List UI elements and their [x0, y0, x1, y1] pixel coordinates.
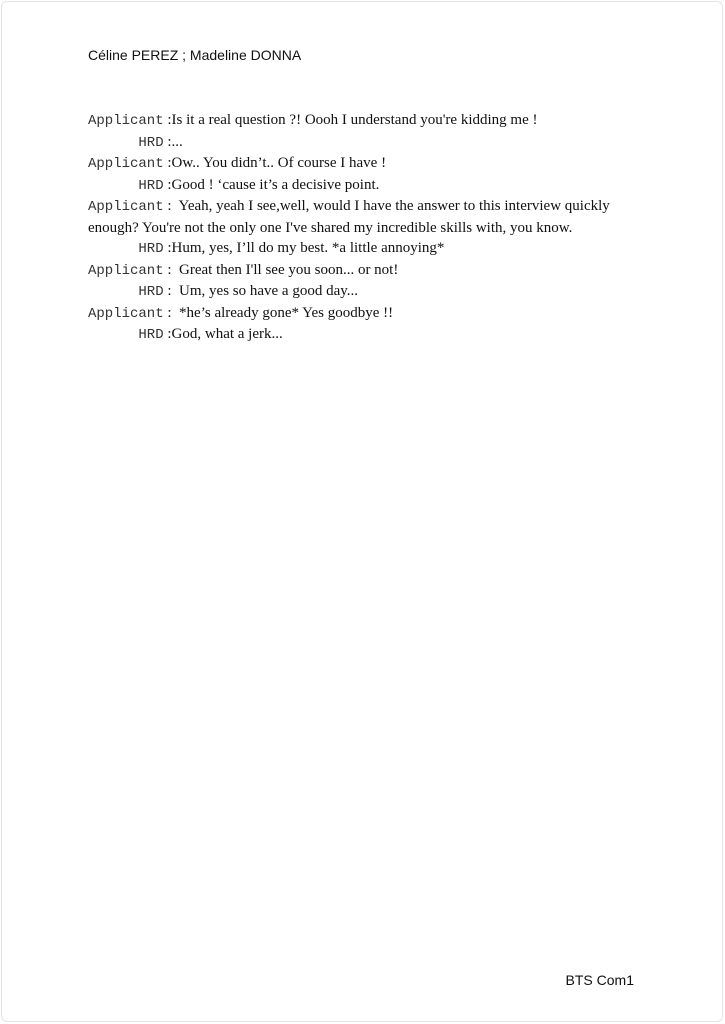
- speaker-label: Applicant: [88, 305, 164, 322]
- speaker-label: HRD: [138, 134, 164, 151]
- dialogue-line: [88, 175, 618, 197]
- course-footer: BTS Com1: [565, 972, 634, 988]
- speaker-separator: :: [163, 261, 180, 278]
- speaker-label: HRD: [138, 284, 164, 300]
- speaker-label: Applicant: [88, 199, 164, 215]
- document-page: [1, 1, 723, 1022]
- speaker-label: Applicant: [88, 156, 164, 172]
- dialogue-text: Great then I'll see you soon... or not!: [179, 261, 399, 278]
- speaker-separator: :: [163, 133, 172, 150]
- dialogue-line: [88, 153, 618, 175]
- dialogue-text: Hum, yes, I’ll do my best. *a little annoying*: [171, 240, 445, 256]
- dialogue-line: [88, 303, 618, 325]
- speaker-separator: :: [163, 176, 172, 193]
- speaker-label: HRD: [138, 177, 164, 194]
- speaker-separator: :: [163, 304, 180, 321]
- dialogue-text: Is it a real question ?! Oooh I understand you're kidding me !: [171, 112, 538, 128]
- speaker-separator: :: [163, 283, 180, 299]
- speaker-separator: :: [163, 112, 172, 128]
- speaker-separator: :: [163, 155, 172, 171]
- dialogue-transcript: [88, 110, 618, 346]
- dialogue-text: God, what a jerk...: [171, 326, 283, 342]
- authors-header: Céline PEREZ ; Madeline DONNA: [88, 47, 302, 63]
- speaker-separator: :: [163, 240, 172, 256]
- speaker-label: Applicant: [88, 113, 164, 129]
- speaker-label: Applicant: [88, 262, 164, 279]
- dialogue-line: [88, 110, 618, 132]
- dialogue-line: [88, 324, 618, 346]
- dialogue-text: ...: [171, 133, 183, 150]
- speaker-label: HRD: [138, 327, 164, 343]
- dialogue-text: Ow.. You didn’t.. Of course I have !: [171, 155, 387, 171]
- dialogue-line: [88, 238, 618, 260]
- dialogue-line: [88, 260, 618, 282]
- speaker-separator: :: [163, 326, 172, 342]
- dialogue-line: [88, 196, 618, 238]
- dialogue-text: Um, yes so have a good day...: [179, 283, 359, 299]
- dialogue-line: [88, 132, 618, 154]
- speaker-label: HRD: [138, 241, 164, 257]
- speaker-separator: :: [163, 198, 179, 214]
- dialogue-text: Good ! ‘cause it’s a decisive point.: [171, 176, 380, 193]
- dialogue-text: Yeah, yeah I see,well, would I have the answer to this interview quickly enough? You're not the only one I've shared my incredible skills with, you know.: [88, 198, 610, 236]
- dialogue-line: [88, 281, 618, 303]
- dialogue-text: *he’s already gone* Yes goodbye !!: [179, 304, 394, 321]
